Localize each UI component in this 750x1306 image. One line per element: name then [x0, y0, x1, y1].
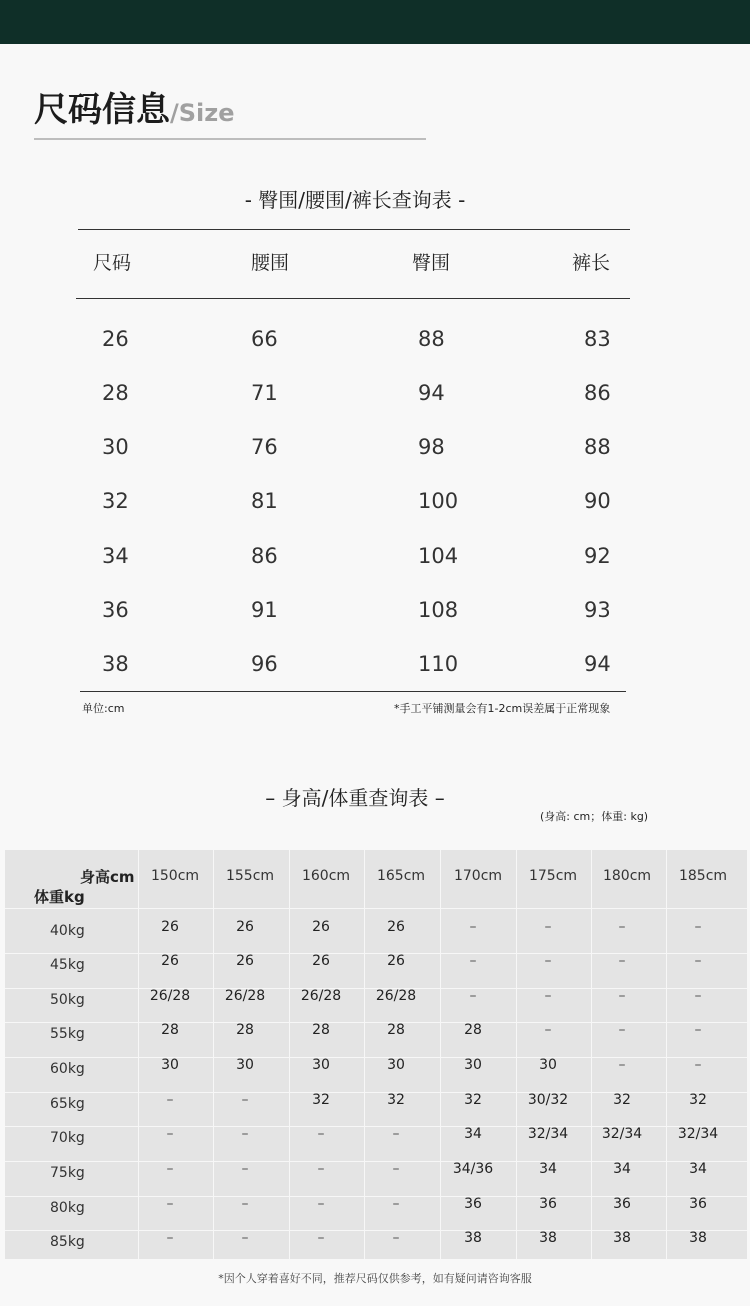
- cell-size: 30: [102, 435, 129, 459]
- grid-row-divider: [5, 908, 747, 909]
- cell-hip: 108: [418, 598, 459, 622]
- size-recommendation-cell: –: [618, 953, 626, 969]
- cell-hip: 94: [418, 381, 445, 405]
- size-recommendation-cell: 26/28: [300, 988, 342, 1004]
- size-recommendation-cell: –: [392, 1196, 400, 1212]
- cell-size: 28: [102, 381, 129, 405]
- size-recommendation-cell: 26: [236, 953, 254, 969]
- cell-waist: 66: [251, 327, 278, 351]
- table-row: [0, 652, 750, 692]
- size-recommendation-cell: –: [694, 1022, 702, 1038]
- height-header-cell: 170cm: [453, 868, 503, 884]
- footnote: *因个人穿着喜好不同，推荐尺码仅供参考，如有疑问请咨询客服: [218, 1272, 532, 1285]
- size-recommendation-cell: –: [241, 1161, 249, 1177]
- size-recommendation-cell: –: [618, 1057, 626, 1073]
- cell-length: 93: [584, 598, 611, 622]
- size-recommendation-cell: –: [469, 919, 477, 935]
- cell-size: 38: [102, 652, 129, 676]
- size-recommendation-cell: –: [317, 1230, 325, 1246]
- size-recommendation-cell: 30: [312, 1057, 330, 1073]
- size-recommendation-cell: –: [241, 1230, 249, 1246]
- size-recommendation-cell: 32: [464, 1092, 482, 1108]
- height-header-cell: 180cm: [602, 868, 652, 884]
- fit-table-heading: – 身高/体重查询表 –: [265, 786, 445, 810]
- table-row: [0, 435, 750, 475]
- size-recommendation-cell: 32: [387, 1092, 405, 1108]
- size-recommendation-cell: –: [166, 1126, 174, 1142]
- size-recommendation-cell: 28: [387, 1022, 405, 1038]
- size-recommendation-cell: 32: [312, 1092, 330, 1108]
- size-recommendation-cell: 30: [539, 1057, 557, 1073]
- size-recommendation-cell: 30: [387, 1057, 405, 1073]
- size-recommendation-cell: 34: [613, 1161, 631, 1177]
- size-recommendation-cell: 28: [236, 1022, 254, 1038]
- height-header-cell: 155cm: [225, 868, 275, 884]
- size-recommendation-cell: –: [392, 1126, 400, 1142]
- height-header-cell: 175cm: [528, 868, 578, 884]
- size-recommendation-cell: 32: [689, 1092, 707, 1108]
- cell-waist: 96: [251, 652, 278, 676]
- weight-row-label: 65kg: [50, 1096, 85, 1112]
- size-recommendation-cell: 26: [312, 953, 330, 969]
- size-recommendation-cell: –: [166, 1230, 174, 1246]
- title-english: /Size: [170, 99, 235, 127]
- size-recommendation-cell: –: [544, 988, 552, 1004]
- cell-hip: 88: [418, 327, 445, 351]
- size-recommendation-cell: 26/28: [224, 988, 266, 1004]
- size-recommendation-cell: 38: [613, 1230, 631, 1246]
- size-recommendation-cell: 26: [236, 919, 254, 935]
- table-row: [0, 381, 750, 421]
- size-recommendation-cell: 28: [464, 1022, 482, 1038]
- corner-weight-label: 体重kg: [34, 888, 85, 906]
- size-table-heading: - 臀围/腰围/裤长查询表 -: [244, 188, 466, 212]
- size-table-header-rule: [76, 298, 630, 299]
- table-row: [0, 598, 750, 638]
- size-recommendation-cell: 34: [539, 1161, 557, 1177]
- size-recommendation-cell: 32/34: [527, 1126, 569, 1142]
- weight-row-label: 40kg: [50, 923, 85, 939]
- size-recommendation-cell: 26: [312, 919, 330, 935]
- table-row: [0, 544, 750, 584]
- size-recommendation-cell: 28: [161, 1022, 179, 1038]
- size-recommendation-cell: 36: [464, 1196, 482, 1212]
- height-header-cell: 160cm: [301, 868, 351, 884]
- size-recommendation-cell: 30: [464, 1057, 482, 1073]
- size-recommendation-cell: –: [694, 953, 702, 969]
- size-recommendation-cell: –: [166, 1092, 174, 1108]
- weight-row-label: 55kg: [50, 1026, 85, 1042]
- weight-row-label: 75kg: [50, 1165, 85, 1181]
- title-divider: [34, 138, 426, 140]
- size-recommendation-cell: –: [694, 1057, 702, 1073]
- size-recommendation-cell: –: [241, 1196, 249, 1212]
- size-recommendation-cell: –: [317, 1126, 325, 1142]
- column-header-length: 裤长: [572, 252, 611, 274]
- size-recommendation-cell: 26: [161, 919, 179, 935]
- size-table-bottom-rule: [80, 691, 626, 692]
- size-recommendation-cell: 38: [689, 1230, 707, 1246]
- size-recommendation-cell: –: [618, 988, 626, 1004]
- table-row: [0, 489, 750, 529]
- size-recommendation-cell: 26: [161, 953, 179, 969]
- cell-hip: 104: [418, 544, 459, 568]
- size-table-header-row: [0, 248, 750, 288]
- size-recommendation-cell: 30: [236, 1057, 254, 1073]
- cell-length: 86: [584, 381, 611, 405]
- size-recommendation-cell: 34: [689, 1161, 707, 1177]
- fit-table-unit-note: (身高: cm；体重: kg): [540, 810, 649, 823]
- size-recommendation-cell: 32: [613, 1092, 631, 1108]
- table-row: [0, 327, 750, 367]
- size-recommendation-cell: 26: [387, 919, 405, 935]
- size-recommendation-cell: 26: [387, 953, 405, 969]
- cell-waist: 76: [251, 435, 278, 459]
- cell-length: 83: [584, 327, 611, 351]
- size-recommendation-cell: –: [618, 1022, 626, 1038]
- size-recommendation-cell: –: [618, 919, 626, 935]
- cell-size: 34: [102, 544, 129, 568]
- cell-waist: 81: [251, 489, 278, 513]
- cell-hip: 100: [418, 489, 459, 513]
- column-header-size: 尺码: [93, 252, 132, 274]
- cell-waist: 86: [251, 544, 278, 568]
- height-header-cell: 185cm: [678, 868, 728, 884]
- column-header-waist: 腰围: [251, 252, 290, 274]
- size-recommendation-cell: 36: [613, 1196, 631, 1212]
- size-recommendation-cell: –: [166, 1196, 174, 1212]
- size-recommendation-cell: –: [166, 1161, 174, 1177]
- cell-size: 32: [102, 489, 129, 513]
- unit-note: 单位:cm: [82, 702, 125, 715]
- size-recommendation-cell: 26/28: [149, 988, 191, 1004]
- size-recommendation-cell: –: [544, 1022, 552, 1038]
- size-recommendation-cell: –: [392, 1161, 400, 1177]
- size-recommendation-cell: 36: [539, 1196, 557, 1212]
- size-recommendation-cell: –: [694, 919, 702, 935]
- size-recommendation-cell: 28: [312, 1022, 330, 1038]
- height-header-cell: 165cm: [376, 868, 426, 884]
- page-title: [34, 82, 235, 131]
- cell-hip: 110: [418, 652, 459, 676]
- size-recommendation-cell: –: [694, 988, 702, 1004]
- size-recommendation-cell: –: [392, 1230, 400, 1246]
- corner-height-label: 身高cm: [80, 868, 135, 886]
- weight-row-label: 50kg: [50, 992, 85, 1008]
- size-recommendation-cell: 32/34: [677, 1126, 719, 1142]
- size-recommendation-cell: 38: [539, 1230, 557, 1246]
- weight-row-label: 60kg: [50, 1061, 85, 1077]
- top-banner: [0, 0, 750, 44]
- height-header-cell: 150cm: [150, 868, 200, 884]
- size-recommendation-cell: 36: [689, 1196, 707, 1212]
- cell-length: 90: [584, 489, 611, 513]
- cell-hip: 98: [418, 435, 445, 459]
- weight-row-label: 45kg: [50, 957, 85, 973]
- size-recommendation-cell: –: [544, 919, 552, 935]
- cell-waist: 71: [251, 381, 278, 405]
- weight-row-label: 70kg: [50, 1130, 85, 1146]
- size-recommendation-cell: –: [241, 1126, 249, 1142]
- weight-row-label: 80kg: [50, 1200, 85, 1216]
- size-recommendation-cell: –: [241, 1092, 249, 1108]
- cell-length: 88: [584, 435, 611, 459]
- size-recommendation-cell: –: [544, 953, 552, 969]
- title-chinese: 尺码信息: [34, 90, 170, 130]
- size-recommendation-cell: 34: [464, 1126, 482, 1142]
- cell-waist: 91: [251, 598, 278, 622]
- weight-row-label: 85kg: [50, 1234, 85, 1250]
- measure-note: *手工平铺测量会有1-2cm误差属于正常现象: [394, 702, 611, 715]
- size-recommendation-cell: 34/36: [452, 1161, 494, 1177]
- size-recommendation-cell: 32/34: [601, 1126, 643, 1142]
- cell-length: 92: [584, 544, 611, 568]
- cell-size: 26: [102, 327, 129, 351]
- size-recommendation-cell: –: [469, 988, 477, 1004]
- size-recommendation-cell: 38: [464, 1230, 482, 1246]
- size-table-top-rule: [78, 229, 630, 230]
- size-recommendation-cell: 26/28: [375, 988, 417, 1004]
- size-recommendation-cell: 30/32: [527, 1092, 569, 1108]
- size-recommendation-cell: 30: [161, 1057, 179, 1073]
- column-header-hip: 臀围: [412, 252, 451, 274]
- size-recommendation-cell: –: [317, 1196, 325, 1212]
- size-recommendation-cell: –: [317, 1161, 325, 1177]
- cell-length: 94: [584, 652, 611, 676]
- size-recommendation-cell: –: [469, 953, 477, 969]
- cell-size: 36: [102, 598, 129, 622]
